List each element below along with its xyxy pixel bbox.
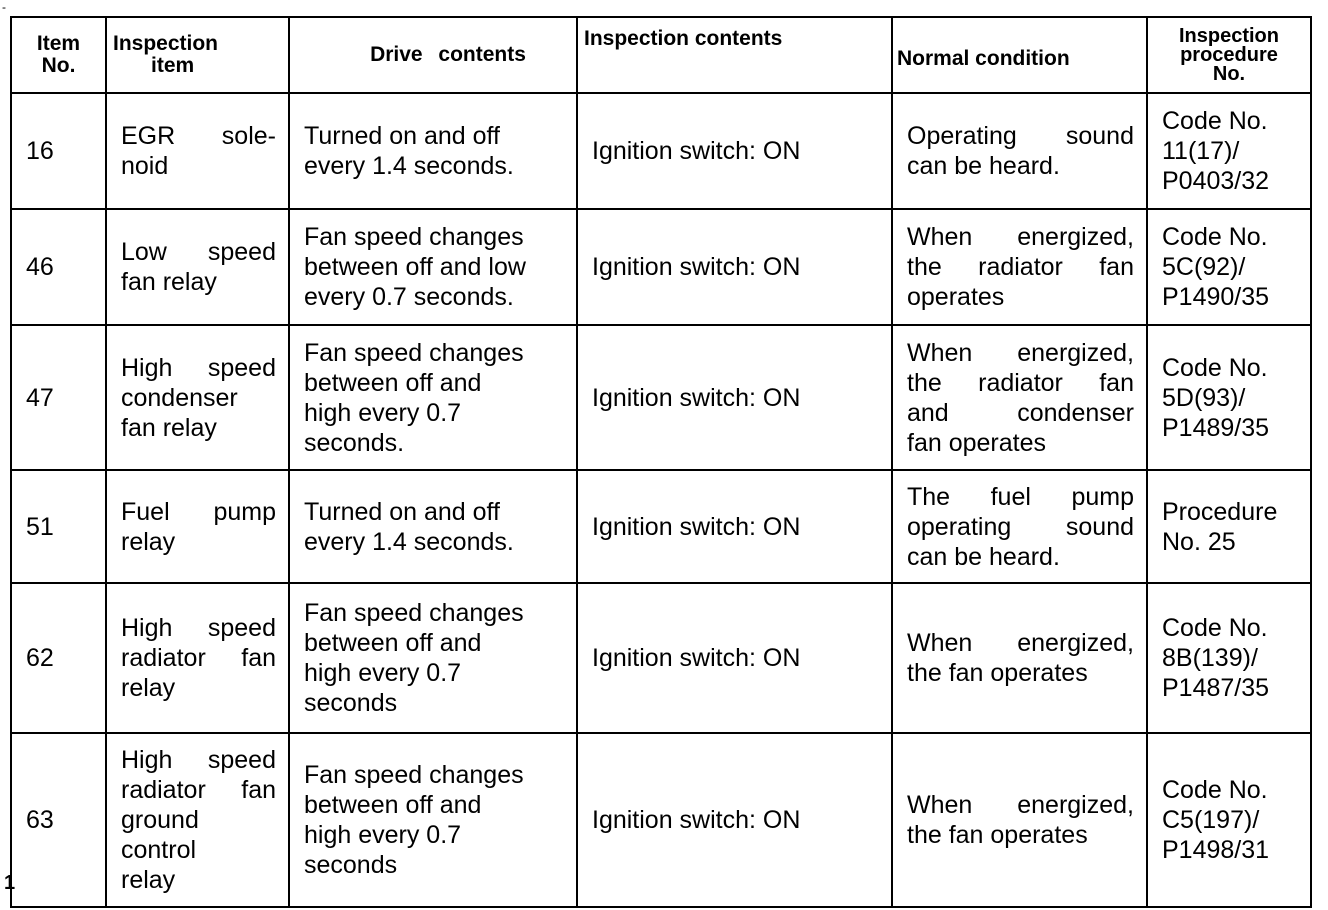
drive-contents-cell: Turned on and off every 1.4 seconds. [289, 93, 577, 209]
table-row [11, 209, 1311, 325]
header-inspection-procedure-no: Inspection procedure No. [1147, 17, 1311, 93]
inspection-item-cell: Fuel pump relay [106, 470, 289, 583]
normal-condition-cell: When energized, the radiator fan operates [892, 209, 1147, 325]
inspection-contents-cell: Ignition switch: ON [577, 325, 892, 470]
table-row [11, 733, 1311, 907]
header-drive-contents: Drive contents [289, 17, 577, 93]
normal-condition-cell: When energized, the radiator fan and condenser fan operates [892, 325, 1147, 470]
item-no-cell: 62 [11, 583, 106, 733]
item-no-cell: 16 [11, 93, 106, 209]
normal-condition-cell: The fuel pump operating sound can be heard. [892, 470, 1147, 583]
drive-contents-cell: Fan speed changes between off and high every 0.7 seconds [289, 733, 577, 907]
drive-contents-cell: Turned on and off every 1.4 seconds. [289, 470, 577, 583]
inspection-sheet [10, 16, 1310, 900]
drive-contents-cell: Fan speed changes between off and low every 0.7 seconds. [289, 209, 577, 325]
inspection-item-cell: High speed radiator fan relay [106, 583, 289, 733]
procedure-cell: Code No. 5C(92)/ P1490/35 [1147, 209, 1311, 325]
procedure-cell: Code No. 8B(139)/ P1487/35 [1147, 583, 1311, 733]
inspection-contents-cell: Ignition switch: ON [577, 470, 892, 583]
normal-condition-cell: When energized, the fan operates [892, 733, 1147, 907]
item-no-cell: 51 [11, 470, 106, 583]
inspection-item-cell: High speed radiator fan ground control relay [106, 733, 289, 907]
drive-contents-cell: Fan speed changes between off and high every 0.7 seconds. [289, 325, 577, 470]
inspection-item-cell: High speed condenser fan relay [106, 325, 289, 470]
normal-condition-cell: When energized, the fan operates [892, 583, 1147, 733]
item-no-cell: 63 [11, 733, 106, 907]
table-row [11, 93, 1311, 209]
header-item-no: Item No. [11, 17, 106, 93]
inspection-item-cell: EGR sole- noid [106, 93, 289, 209]
item-no-cell: 47 [11, 325, 106, 470]
header-row [11, 17, 1311, 93]
inspection-contents-cell: Ignition switch: ON [577, 733, 892, 907]
procedure-cell: Code No. 5D(93)/ P1489/35 [1147, 325, 1311, 470]
header-normal-condition: Normal condition [892, 17, 1147, 93]
corner-tick-mark: - [2, 0, 6, 14]
drive-contents-cell: Fan speed changes between off and high every 0.7 seconds [289, 583, 577, 733]
header-inspection-contents: Inspection contents [577, 17, 892, 93]
table-row [11, 583, 1311, 733]
table-row [11, 470, 1311, 583]
procedure-cell: Procedure No. 25 [1147, 470, 1311, 583]
procedure-cell: Code No. C5(197)/ P1498/31 [1147, 733, 1311, 907]
inspection-contents-cell: Ignition switch: ON [577, 209, 892, 325]
inspection-item-cell: Low speed fan relay [106, 209, 289, 325]
page-mark: 1 [4, 872, 16, 894]
inspection-contents-cell: Ignition switch: ON [577, 93, 892, 209]
normal-condition-cell: Operating sound can be heard. [892, 93, 1147, 209]
header-inspection-item: Inspection item [106, 17, 289, 93]
inspection-table [10, 16, 1312, 908]
item-no-cell: 46 [11, 209, 106, 325]
inspection-contents-cell: Ignition switch: ON [577, 583, 892, 733]
procedure-cell: Code No. 11(17)/ P0403/32 [1147, 93, 1311, 209]
table-row [11, 325, 1311, 470]
